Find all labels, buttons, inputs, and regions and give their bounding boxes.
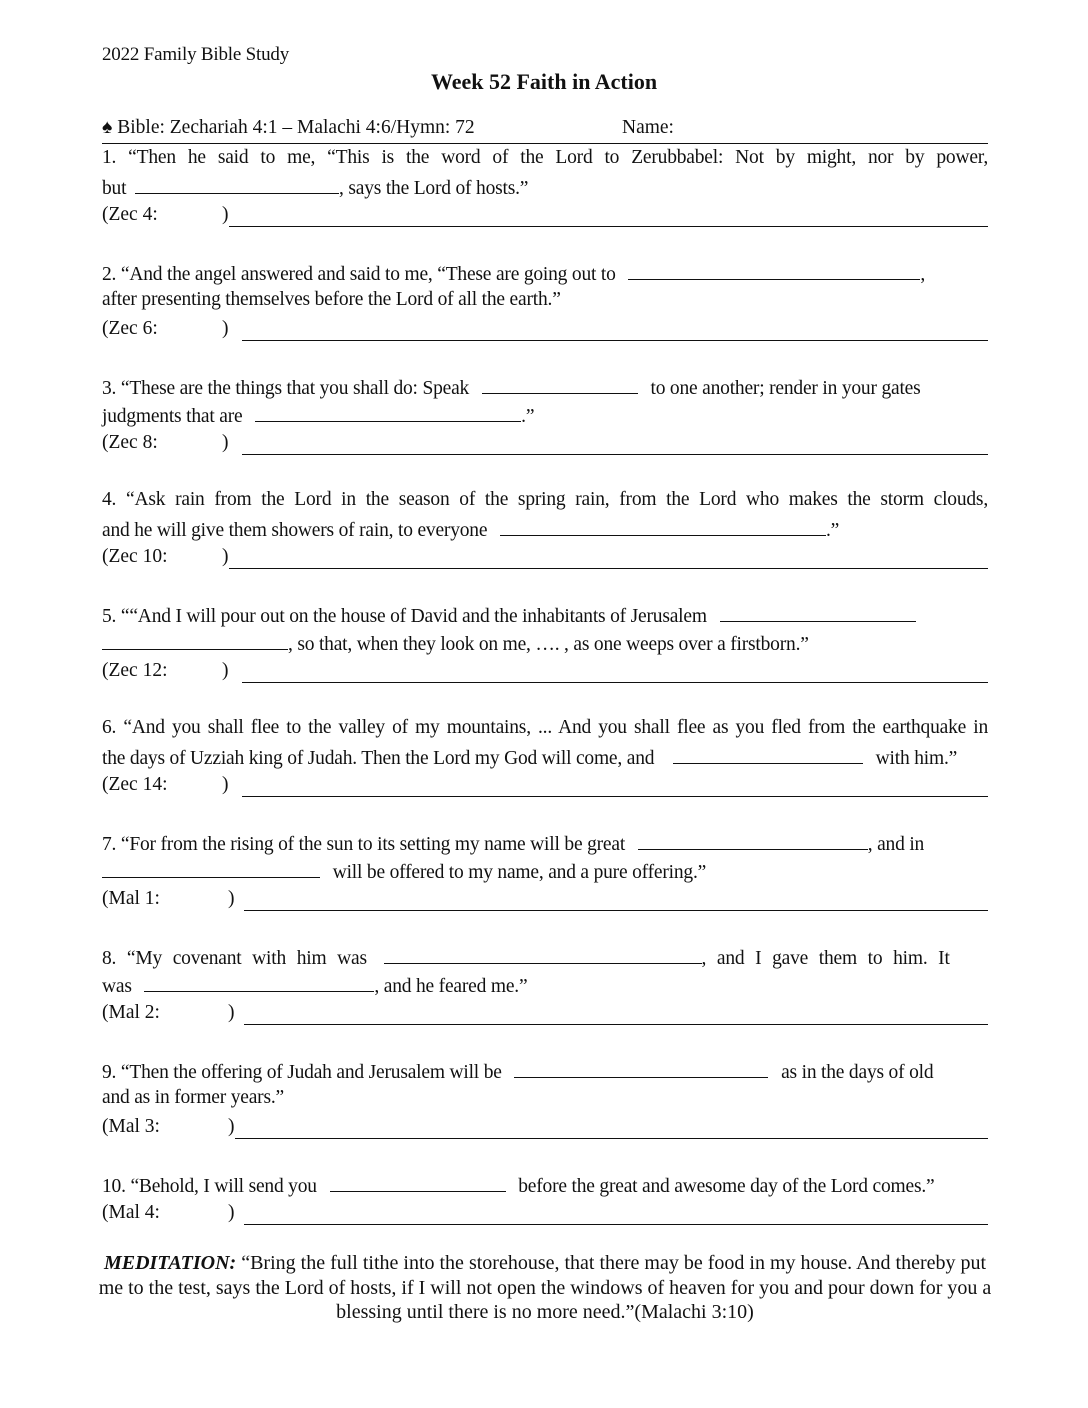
question-4-line-1: 4. “Ask rain from the Lord in the season of the spring rain, from the Lord who makes the storm clouds, [102,489,988,510]
study-series-label: 2022 Family Bible Study [102,44,289,65]
answer-blank[interactable] [255,403,521,422]
meditation-label: MEDITATION: [103,1252,237,1274]
question-7-line-1: 7. “For from the rising of the sun to its setting my name will be great , and in [102,831,924,856]
question-8-line-2: was , and he feared me.” [102,973,527,998]
question-3-line-2: judgments that are .” [102,403,534,428]
reference-answer-line[interactable] [229,568,988,569]
question-5-line-1: 5. ““And I will pour out on the house of David and the inhabitants of Jerusalem [102,603,916,628]
question-6-line-2: the days of Uzziah king of Judah. Then the Lord my God will come, and with him.” [102,745,957,770]
question-5-reference: (Zec 12: ) [102,660,988,686]
name-label: Name: [622,117,674,138]
answer-blank[interactable] [482,375,638,394]
question-9-reference: (Mal 3: ) [102,1116,988,1142]
answer-blank[interactable] [514,1059,768,1078]
answer-blank[interactable] [384,945,702,964]
question-10-reference: (Mal 4: ) [102,1202,988,1228]
question-4-line-2: and he will give them showers of rain, to everyone .” [102,517,839,542]
question-5-line-2: , so that, when they look on me, …. , as one weeps over a firstborn.” [102,631,809,656]
reference-answer-line[interactable] [235,1138,988,1139]
bible-reading-line [102,117,988,144]
meditation-text: “Bring the full tithe into the storehouse, that there may be food in my house. And thereby put me to the test, says the Lord of hosts, if I will not open the windows of heaven for you and pour down for you a blessing until there is no more need.”(Malachi 3:10) [98,1252,992,1323]
question-10-line-1: 10. “Behold, I will send you before the great and awesome day of the Lord comes.” [102,1173,934,1198]
page-title: Week 52 Faith in Action [430,69,658,94]
question-9-line-1: 9. “Then the offering of Judah and Jerusalem will be as in the days of old [102,1059,933,1084]
answer-blank[interactable] [500,517,826,536]
answer-blank[interactable] [720,603,916,622]
answer-blank[interactable] [330,1173,506,1192]
question-6-line-1: 6. “And you shall flee to the valley of my mountains, ... And you shall flee as you fled from the earthquake in [102,717,988,738]
question-2-reference: (Zec 6: ) [102,318,988,344]
question-1-line-2: but , says the Lord of hosts.” [102,175,528,200]
answer-blank[interactable] [628,261,920,280]
bible-reading-text: ♠ Bible: Zechariah 4:1 – Malachi 4:6/Hymn: 72 [102,117,475,138]
meditation-block [90,1251,1000,1325]
reference-answer-line[interactable] [229,226,988,227]
question-3-line-1: 3. “These are the things that you shall do: Speak to one another; render in your gates [102,375,921,400]
question-1-line-1: 1. “Then he said to me, “This is the word of the Lord to Zerubbabel: Not by might, nor by power, [102,147,988,168]
answer-blank[interactable] [638,831,868,850]
question-7-line-2: will be offered to my name, and a pure offering.” [102,859,706,884]
answer-blank[interactable] [673,745,863,764]
question-2-line-1: 2. “And the angel answered and said to me, “These are going out to , [102,261,925,286]
question-6-reference: (Zec 14: ) [102,774,988,800]
reference-answer-line[interactable] [244,910,988,911]
question-1-reference: (Zec 4: ) [102,204,988,230]
answer-blank[interactable] [144,973,374,992]
reference-answer-line[interactable] [242,340,988,341]
question-8-line-1: 8. “My covenant with him was , and I gave them to him. It [102,945,950,970]
reference-answer-line[interactable] [244,1224,988,1225]
question-9-line-2: and as in former years.” [102,1087,284,1108]
question-8-reference: (Mal 2: ) [102,1002,988,1028]
reference-answer-line[interactable] [244,1024,988,1025]
question-3-reference: (Zec 8: ) [102,432,988,458]
reference-answer-line[interactable] [242,796,988,797]
answer-blank[interactable] [102,859,320,878]
reference-answer-line[interactable] [242,682,988,683]
question-2-line-2: after presenting themselves before the Lord of all the earth.” [102,289,561,310]
reference-answer-line[interactable] [242,454,988,455]
question-7-reference: (Mal 1: ) [102,888,988,914]
answer-blank[interactable] [135,175,339,194]
question-4-reference: (Zec 10: ) [102,546,988,572]
answer-blank[interactable] [102,631,288,650]
